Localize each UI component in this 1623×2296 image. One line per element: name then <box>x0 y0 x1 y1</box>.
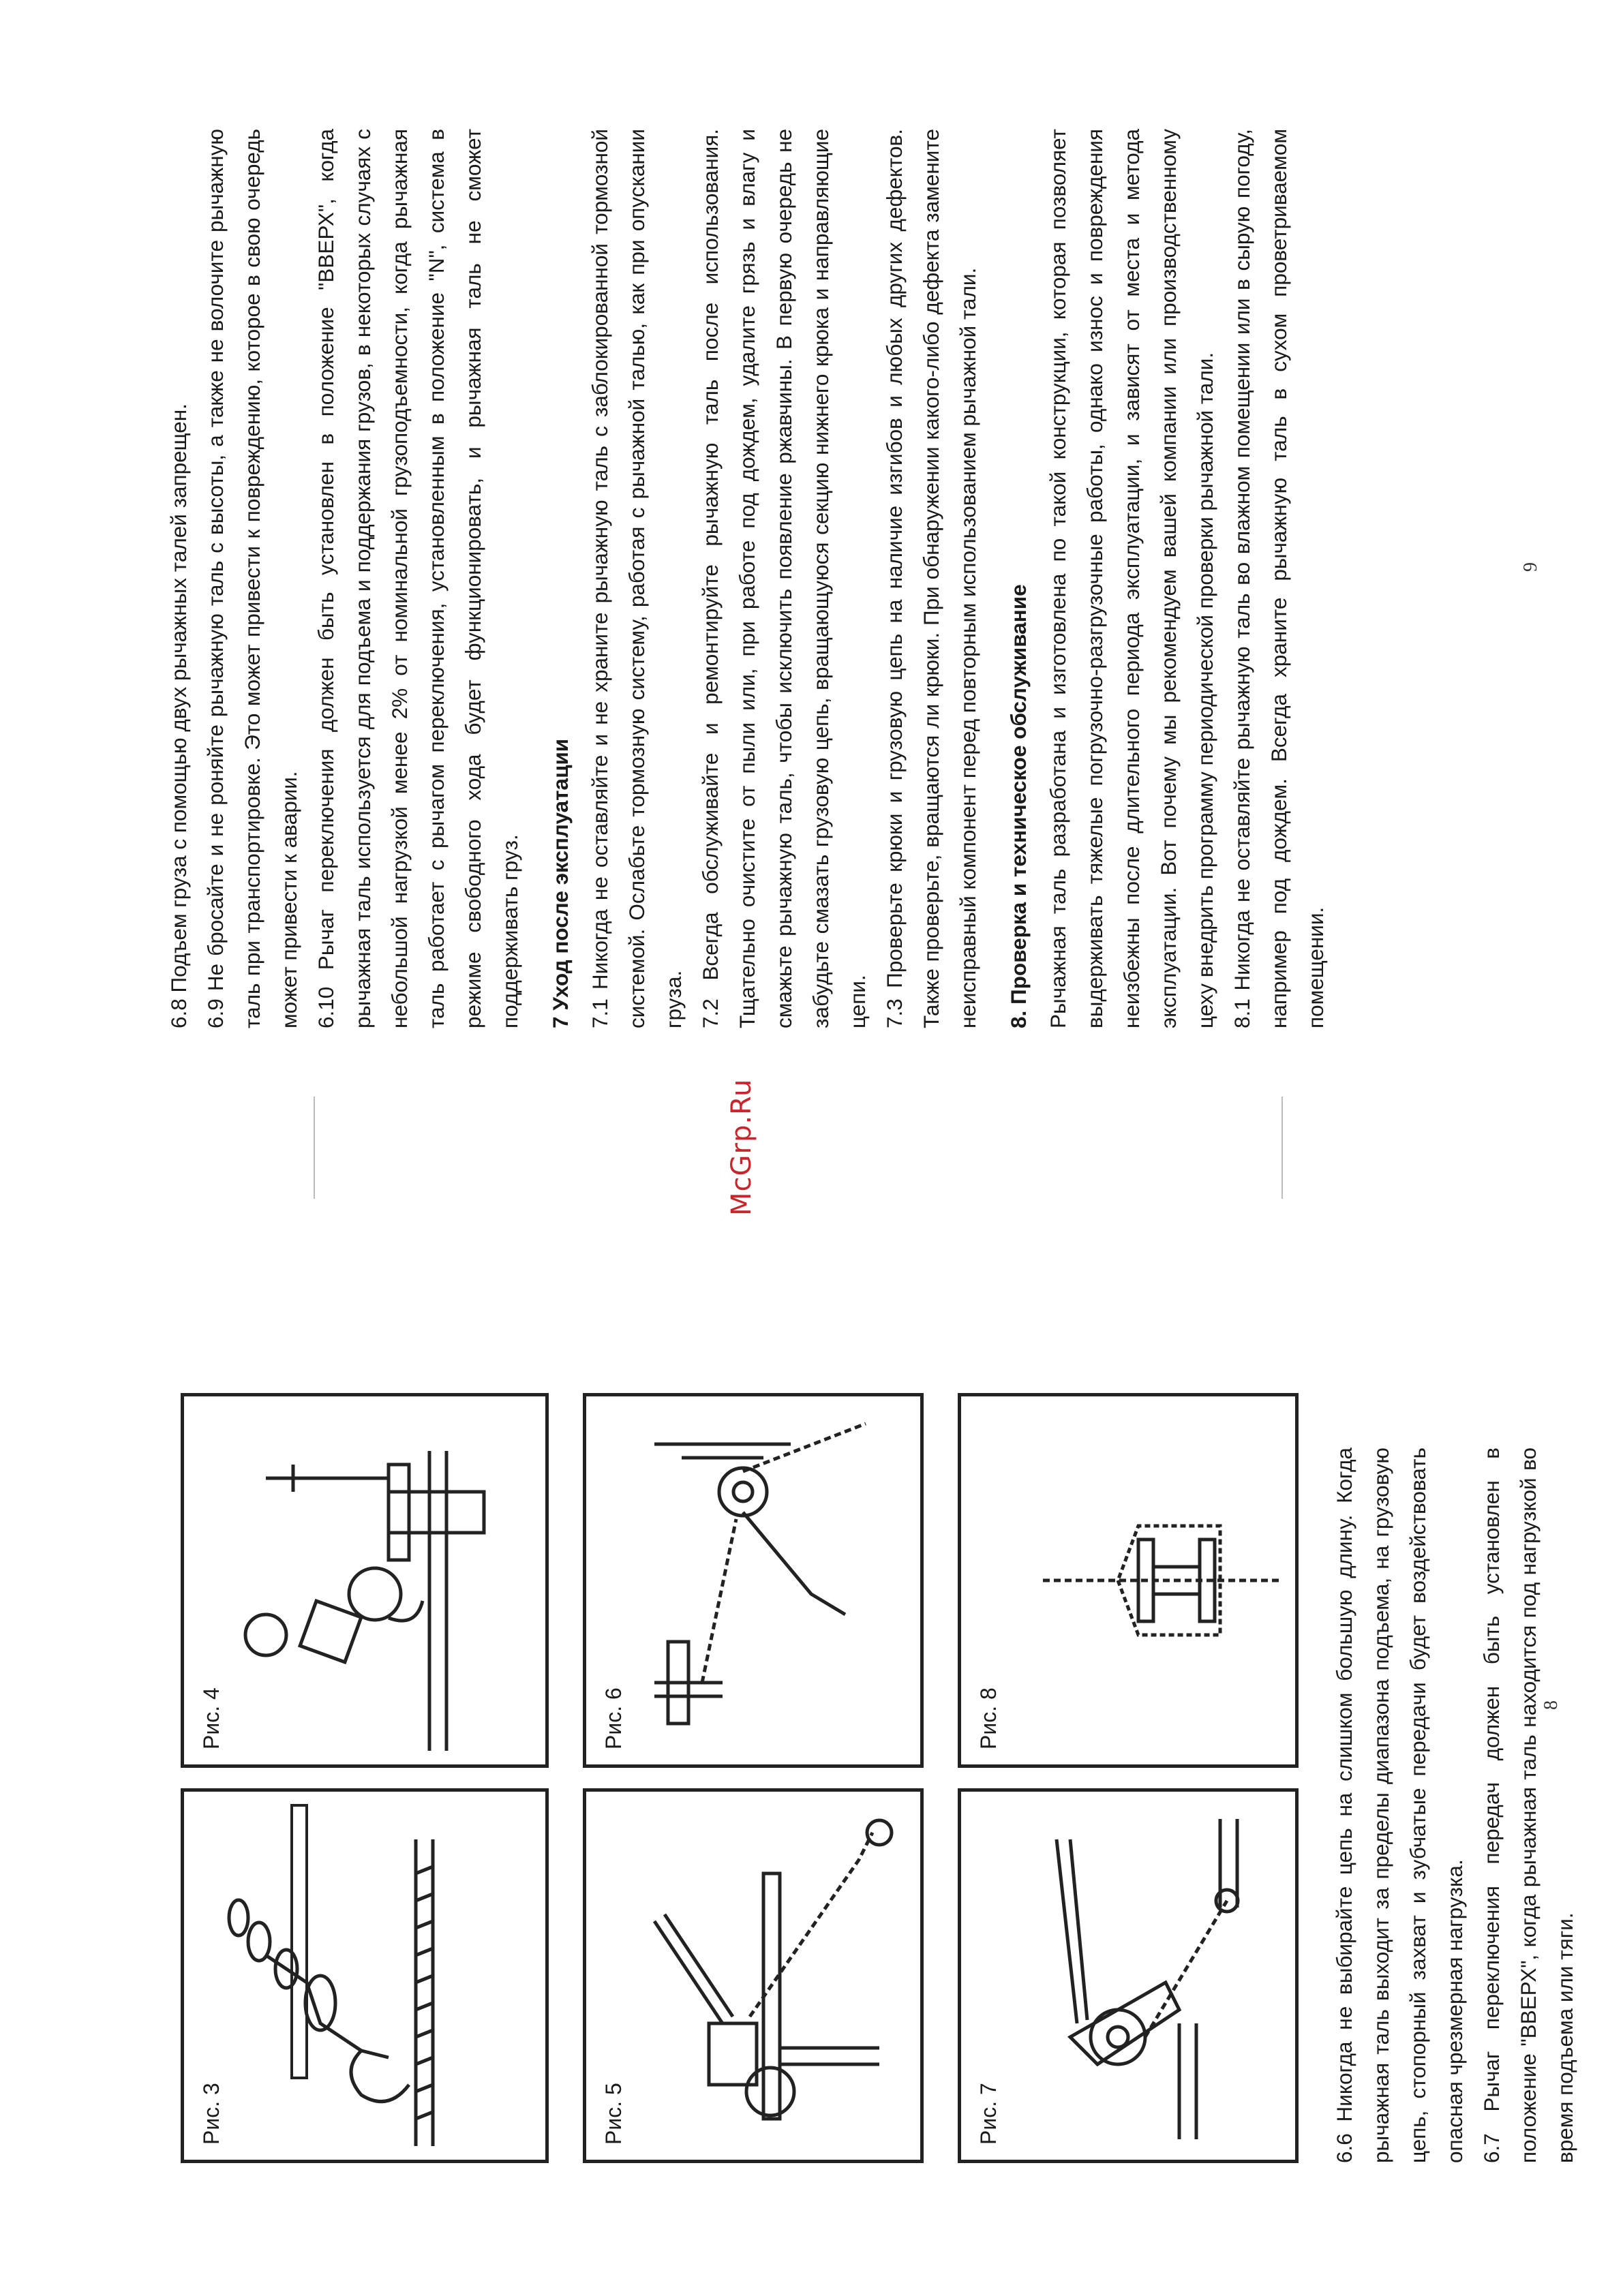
paragraph-7-3: 7.3 Проверьте крюки и грузовую цепь на наличие изгибов и любых других дефектов. Также проверьте, вращаются ли крюки. При обнаружении какого-либо дефекта замените неисправный компонент перед повторным использованием рычажной тали. <box>882 129 980 1028</box>
hook-on-clamp-illustration <box>184 1396 545 1764</box>
figure-3 <box>181 1788 549 2163</box>
figure-7 <box>958 1788 1299 2163</box>
watermark: McGrp.Ru <box>726 1078 757 1216</box>
paragraph-6-6: 6.6 Никогда не выбирайте цепь на слишком большую длину. Когда рычажная таль выходит за пределы диапазона подъема, на грузовую цепь, стопорный захват и зубчатые передачи будет воздействовать опасная чрезмерная нагрузка. <box>1332 1448 1467 2163</box>
paragraph-6-10: 6.10 Рычаг переключения должен быть установлен в положение "ВВЕРХ", когда рычажная таль используется для подъема и поддержания грузов, в некоторых случаях с небольшой нагрузкой менее 2% от номинальной грузоподъемности, когда рычажная таль работает с рычагом переключения, установленным в положение "N", система в режиме свободного хода будет функционировать, и рычажная таль не сможет поддерживать груз. <box>314 129 522 1028</box>
fold-mark-top <box>314 1097 315 1199</box>
figure-8-caption: Рис. 8 <box>976 1687 1001 1749</box>
figure-5 <box>583 1788 924 2163</box>
i-beam-sling-illustration <box>961 1396 1295 1764</box>
paragraph-7-2: 7.2 Всегда обслуживайте и ремонтируйте рычажную таль после использования. Тщательно очистите от пыли или, при работе под дождем, удалите грязь и влагу и смажьте рычажную таль, чтобы исключить появление ржавчины. В первую очередь не забудьте смазать грузовую цепь, вращающуюся секцию нижнего крюка и направляющие цепи. <box>698 129 870 1028</box>
paragraph-6-9: 6.9 Не бросайте и не роняйте рычажную таль с высоты, а также не волочите рычажную таль при транспортировке. Это может привести к повреждению, которое в свою очередь может привести к аварии. <box>203 129 301 1028</box>
paragraph-8: Рычажная таль разработана и изготовлена по такой конструкции, которая позволяет выдерживать тяжелые погрузочно-разгрузочные работы, однако износ и повреждения неизбежны после длительного периода эксплуатации, и зависят от места и метода эксплуатации. Вот почему мы рекомендуем вашей компании или производственному цеху внедрить программу периодической проверки рычажной тали. <box>1046 129 1217 1028</box>
section-8-heading: 8. Проверка и техническое обслуживание <box>1006 584 1031 1028</box>
paragraph-6-7: 6.7 Рычаг переключения передач должен быть установлен в положение "ВВЕРХ", когда рычажная таль находится под нагрузкой во время подъема или тяги. <box>1479 1448 1577 2163</box>
figure-6-caption: Рис. 6 <box>601 1687 626 1749</box>
page-number-left: 8 <box>1541 1700 1562 1710</box>
paragraph-8-1: 8.1 Никогда не оставляйте рычажную таль во влажном помещении или в сырую погоду, например под дождем. Всегда храните рычажную таль в сухом проветриваемом помещении. <box>1230 129 1328 1028</box>
fold-mark-bottom <box>1281 1097 1283 1199</box>
figure-7-caption: Рис. 7 <box>976 2083 1001 2145</box>
lever-hoist-horizontal-pull-illustration <box>961 1792 1295 2160</box>
figure-4-caption: Рис. 4 <box>199 1687 224 1749</box>
figure-6 <box>583 1393 924 1768</box>
left-page-text <box>1326 1448 1583 2163</box>
figure-8 <box>958 1393 1299 1768</box>
lever-hoist-anchor-illustration <box>586 1396 920 1764</box>
right-page-text <box>160 129 1334 1028</box>
figure-5-caption: Рис. 5 <box>601 2083 626 2145</box>
figure-4 <box>181 1393 549 1768</box>
page-number-right: 9 <box>1520 562 1541 572</box>
figure-3-caption: Рис. 3 <box>199 2083 224 2145</box>
paragraph-7-1: 7.1 Никогда не оставляйте и не храните рычажную таль с заблокированной тормозной системой. Ослабьте тормозную систему, работая с рычажной талью, как при опускании груза. <box>588 129 686 1028</box>
section-7-heading: 7 Уход после эксплуатации <box>548 738 573 1028</box>
hook-on-bar-illustration <box>184 1792 545 2160</box>
lever-hoist-tie-down-illustration <box>586 1792 920 2160</box>
paragraph-6-8: 6.8 Подъем груза с помощью двух рычажных талей запрещен. <box>166 403 191 1028</box>
